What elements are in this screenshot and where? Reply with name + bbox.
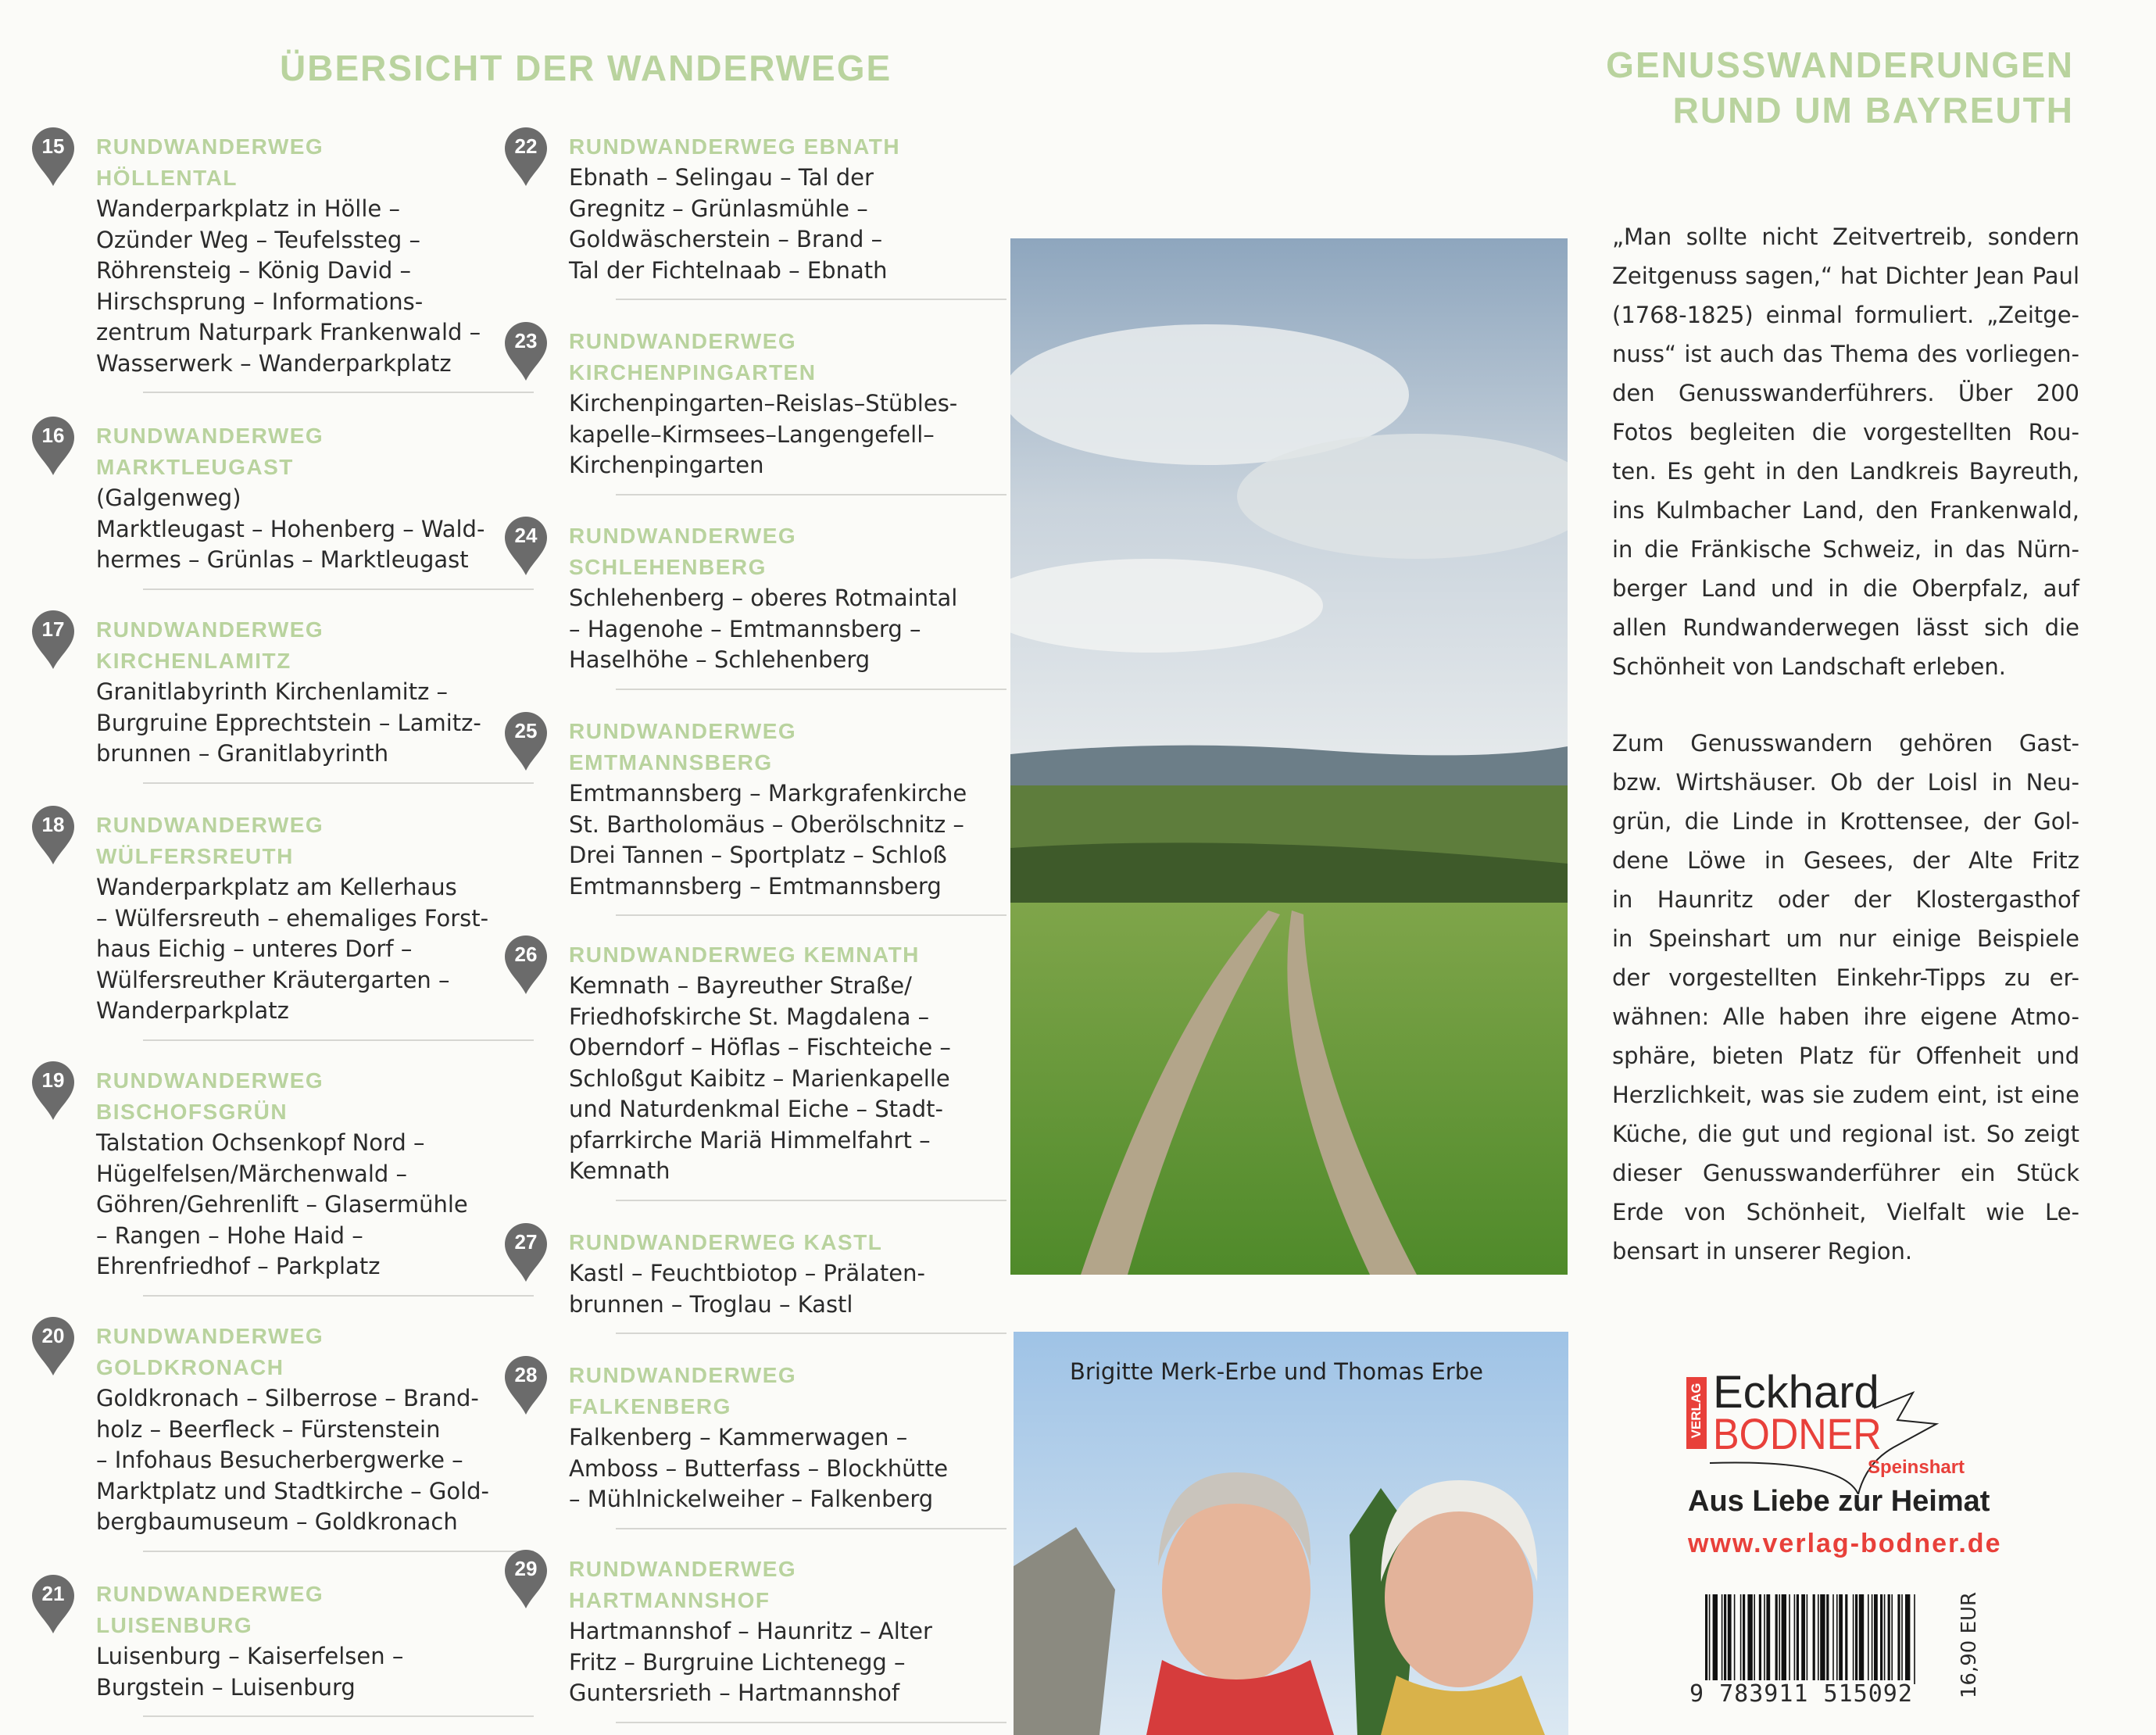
route-stops-line: bergbaumuseum – Goldkronach: [96, 1508, 458, 1535]
route-stops-line: Wanderparkplatz in Hölle –: [96, 195, 400, 222]
route-stops-line: Guntersrieth – Hartmannshof: [569, 1680, 900, 1706]
route-entry-28: [514, 1360, 1006, 1529]
route-number: 28: [514, 1363, 538, 1386]
route-stops-line: – Hagenohe – Emtmannsberg –: [569, 615, 921, 642]
route-stops-line: Wülfersreuther Kräutergarten –: [96, 966, 450, 993]
route-stops-line: Ehrenfriedhof – Parkplatz: [96, 1253, 381, 1279]
barcode-bar: [1722, 1594, 1723, 1684]
barcode-bar: [1880, 1594, 1882, 1684]
book-title-line-2: RUND UM BAYREUTH: [1672, 90, 2074, 131]
paragraph-line: allen Rundwanderwegen lässt sich die: [1612, 614, 2079, 641]
route-stops-line: Kemnath – Bayreuther Straße/: [569, 972, 912, 999]
route-number: 19: [41, 1068, 65, 1092]
route-entry-27: [514, 1227, 1006, 1334]
barcode-bar: [1759, 1594, 1761, 1684]
route-title: EMTMANNSBERG: [569, 750, 773, 774]
barcode-bar: [1826, 1594, 1829, 1684]
paragraph-line: grün, die Linde in Krottensee, der Gol-: [1612, 808, 2079, 835]
route-stops-line: Oberndorf – Höflas – Fischteiche –: [569, 1034, 951, 1061]
route-stops-line: (Galgenweg): [96, 485, 241, 511]
verlag-label: VERLAG: [1689, 1383, 1704, 1439]
map-pin-icon: [503, 1549, 549, 1610]
paragraph-line: in Speinshart um nur einige Beispiele: [1612, 925, 2079, 952]
route-title: RUNDWANDERWEG: [96, 424, 324, 448]
route-number: 17: [41, 617, 65, 641]
paragraph-line: den Genusswanderführers. Über 200: [1612, 380, 2079, 406]
route-stops-line: Emtmannsberg – Emtmannsberg: [569, 872, 942, 900]
paragraph-line: Fotos begleiten die vorgestellten Rou-: [1612, 419, 2079, 445]
paragraph-line: Zum Genusswandern gehören Gast-: [1612, 730, 2079, 757]
route-title: RUNDWANDERWEG KASTL: [569, 1230, 883, 1254]
route-stops-line: Röhrensteig – König David –: [96, 257, 412, 284]
barcode-bar: [1728, 1594, 1732, 1684]
paragraph-line: Schönheit von Landschaft erleben.: [1612, 653, 2006, 680]
route-stops-line: Göhren/Gehrenlift – Glasermühle: [96, 1191, 468, 1218]
barcode-bar: [1905, 1594, 1910, 1684]
route-entry-25: [514, 716, 1006, 916]
route-entry-19: [41, 1065, 534, 1297]
divider: [143, 392, 534, 393]
route-number: 29: [514, 1557, 538, 1580]
publisher-place: Speinshart: [1868, 1457, 1965, 1478]
route-title: RUNDWANDERWEG KEMNATH: [569, 943, 920, 967]
paragraph-line: nuss“ ist auch das Thema des vorliegen-: [1612, 341, 2079, 367]
barcode-bar: [1901, 1594, 1903, 1684]
divider: [143, 1295, 534, 1297]
route-stops-line: Kemnath: [569, 1157, 670, 1184]
paragraph-line: Zeitgenuss sagen,“ hat Dichter Jean Paul: [1612, 263, 2079, 289]
route-stops-line: Emtmannsberg – Markgrafenkirche: [569, 780, 967, 807]
route-title: RUNDWANDERWEG: [96, 1324, 324, 1348]
paragraph-line: „Man sollte nicht Zeitvertreib, sondern: [1612, 224, 2079, 250]
route-title: RUNDWANDERWEG: [569, 1363, 797, 1387]
publisher-name-eckhard: Eckhard: [1713, 1367, 1879, 1418]
map-pin-icon: [30, 127, 76, 188]
overview-title: ÜBERSICHT DER WANDERWEGE: [280, 48, 892, 88]
map-pin-icon: [503, 321, 549, 382]
barcode-bar: [1818, 1594, 1819, 1684]
route-stops-line: Wasserwerk – Wanderparkplatz: [96, 349, 452, 377]
barcode-bar: [1734, 1594, 1736, 1684]
route-entry-16: [41, 420, 534, 590]
isbn-barcode: [1688, 1591, 1982, 1712]
route-title: RUNDWANDERWEG: [96, 813, 324, 837]
route-stops-line: Kastl – Feuchtbiotop – Prälaten-: [569, 1260, 925, 1286]
route-title: RUNDWANDERWEG: [569, 719, 797, 743]
route-stops-line: Granitlabyrinth Kirchenlamitz –: [96, 678, 449, 705]
verlag-badge: [1686, 1377, 1707, 1449]
divider: [616, 689, 1006, 690]
paragraph-line: dieser Genusswanderführer ein Stück: [1612, 1160, 2079, 1186]
divider: [143, 1551, 534, 1552]
barcode-bar: [1709, 1594, 1711, 1684]
paragraph-line: ins Kulmbacher Land, den Frankenwald,: [1612, 497, 2079, 524]
route-entry-22: [514, 131, 1006, 300]
route-stops-line: – Mühlnickelweiher – Falkenberg: [569, 1486, 934, 1512]
barcode-bar: [1743, 1594, 1745, 1684]
barcode-bar: [1807, 1594, 1808, 1684]
landscape-photo: [1010, 238, 1568, 1275]
route-title: RUNDWANDERWEG: [96, 617, 324, 642]
barcode-bar: [1914, 1594, 1915, 1684]
barcode-bar: [1884, 1594, 1886, 1684]
route-number: 24: [514, 524, 538, 547]
route-entry-23: [514, 326, 1006, 495]
map-pin-icon: [503, 711, 549, 772]
paragraph-line: bensart in unserer Region.: [1612, 1238, 1913, 1265]
map-pin-icon: [30, 805, 76, 866]
route-stops-line: Drei Tannen – Sportplatz – Schloß: [569, 842, 947, 868]
divider: [616, 1200, 1006, 1201]
paragraph-line: in die Fränkische Schweiz, in das Nürn-: [1612, 536, 2079, 563]
map-pin-icon: [503, 1222, 549, 1283]
route-stops-line: zentrum Naturpark Frankenwald –: [96, 319, 481, 345]
route-number: 22: [514, 134, 538, 158]
route-title: GOLDKRONACH: [96, 1355, 284, 1379]
route-title: HÖLLENTAL: [96, 166, 238, 190]
route-title: FALKENBERG: [569, 1394, 731, 1418]
paragraph-line: sphäre, bieten Platz für Offenheit und: [1612, 1043, 2079, 1069]
route-stops-line: und Naturdenkmal Eiche – Stadt-: [569, 1096, 944, 1122]
route-stops-line: Wanderparkplatz am Kellerhaus: [96, 874, 457, 900]
route-stops-line: Wanderparkplatz: [96, 997, 289, 1024]
route-number: 21: [41, 1582, 65, 1605]
route-stops-line: Burgruine Epprechtstein – Lamitz-: [96, 709, 481, 736]
barcode-bar: [1740, 1594, 1742, 1684]
paragraph-line: wähnen: Alle haben ihre eigene Atmo-: [1612, 1003, 2079, 1030]
barcode-bar: [1775, 1594, 1778, 1684]
barcode-bar: [1859, 1594, 1864, 1684]
route-stops-line: brunnen – Troglau – Kastl: [569, 1290, 853, 1318]
route-stops-line: – Infohaus Besucherbergwerke –: [96, 1447, 463, 1473]
barcode-bar: [1836, 1594, 1838, 1684]
route-stops-line: pfarrkirche Mariä Himmelfahrt –: [569, 1126, 931, 1154]
route-entry-24: [514, 520, 1006, 690]
route-stops-line: Talstation Ochsenkopf Nord –: [96, 1129, 425, 1156]
route-entry-18: [41, 810, 534, 1041]
route-stops-line: Schlehenberg – oberes Rotmaintal: [569, 585, 958, 611]
authors-caption: Brigitte Merk-Erbe und Thomas Erbe: [1070, 1358, 1483, 1385]
route-stops-line: Burgstein – Luisenburg: [96, 1673, 356, 1701]
route-number: 15: [41, 134, 65, 158]
route-stops-line: Gregnitz – Grünlasmühle –: [569, 195, 868, 222]
route-title: RUNDWANDERWEG: [569, 329, 797, 353]
divider: [143, 1715, 534, 1717]
paragraph-line: Küche, die gut und regional ist. So zeigt: [1612, 1121, 2079, 1147]
route-entry-29: [514, 1554, 1006, 1723]
route-stops-line: Hartmannshof – Haunritz – Alter: [569, 1618, 932, 1644]
barcode-bar: [1705, 1594, 1707, 1684]
barcode-bar: [1891, 1594, 1893, 1684]
route-stops-line: Haselhöhe – Schlehenberg: [569, 646, 871, 673]
barcode-bar: [1713, 1594, 1718, 1684]
route-stops-line: Hügelfelsen/Märchenwald –: [96, 1160, 407, 1187]
map-pin-icon: [30, 1316, 76, 1377]
barcode-bar: [1853, 1594, 1854, 1684]
book-title-line-1: GENUSSWANDERUNGEN: [1606, 45, 2074, 85]
route-stops-line: Marktleugast – Hohenberg – Wald-: [96, 515, 485, 542]
barcode-bar: [1754, 1594, 1755, 1684]
map-pin-icon: [503, 516, 549, 577]
price-label: 16,90 EUR: [1958, 1591, 1982, 1699]
route-stops-line: Marktplatz und Stadtkirche – Gold-: [96, 1477, 490, 1504]
paragraph-line: Erde von Schönheit, Vielfalt wie Le-: [1612, 1199, 2079, 1225]
paragraph-line: (1768-1825) einmal formuliert. „Zeitge-: [1612, 302, 2079, 328]
barcode-bar: [1855, 1594, 1857, 1684]
barcode-bar: [1832, 1594, 1834, 1684]
route-entry-26: [514, 939, 1006, 1201]
route-number: 23: [514, 329, 538, 352]
route-stops-line: Amboss – Butterfass – Blockhütte: [569, 1454, 949, 1482]
map-pin-icon: [30, 1574, 76, 1635]
divider: [616, 914, 1006, 916]
route-stops-line: Ozünder Weg – Teufelssteg –: [96, 226, 421, 253]
route-number: 18: [41, 813, 65, 836]
route-title: RUNDWANDERWEG: [96, 134, 324, 159]
paragraph-line: Herzlichkeit, was sie zudem eint, ist eine: [1612, 1082, 2079, 1108]
paragraph-line: bzw. Wirtshäuser. Ob der Loisl in Neu-: [1612, 769, 2079, 796]
intro-paragraph-1: [1612, 217, 2079, 686]
barcode-bar: [1839, 1594, 1843, 1684]
publisher-name-bodner: BODNER: [1713, 1409, 1882, 1458]
route-title: RUNDWANDERWEG: [569, 524, 797, 548]
map-pin-icon: [30, 416, 76, 477]
route-title: RUNDWANDERWEG EBNATH: [569, 134, 901, 159]
route-stops-line: holz – Beerfleck – Fürstenstein: [96, 1415, 441, 1443]
publisher-website-link[interactable]: www.verlag-bodner.de: [1688, 1529, 2002, 1558]
divider: [616, 1722, 1006, 1723]
barcode-bar: [1747, 1594, 1752, 1684]
divider: [616, 1528, 1006, 1529]
route-title: KIRCHENPINGARTEN: [569, 360, 817, 385]
barcode-bar: [1845, 1594, 1847, 1684]
intro-paragraph-2: [1612, 724, 2079, 1271]
route-stops-line: Goldwäscherstein – Brand –: [569, 226, 883, 252]
paragraph-line: der vorgestellten Einkehr-Tipps zu er-: [1612, 964, 2079, 991]
map-pin-icon: [503, 1355, 549, 1416]
paragraph-line: berger Land und in die Oberpfalz, auf: [1612, 575, 2079, 602]
route-title: SCHLEHENBERG: [569, 555, 767, 579]
route-title: HARTMANNSHOF: [569, 1588, 771, 1612]
divider: [143, 588, 534, 590]
barcode-bar: [1868, 1594, 1869, 1684]
divider: [616, 299, 1006, 300]
route-stops-line: Tal der Fichtelnaab – Ebnath: [569, 256, 888, 284]
route-title: RUNDWANDERWEG: [569, 1557, 797, 1581]
barcode-bar: [1779, 1594, 1780, 1684]
divider: [143, 782, 534, 784]
route-stops-line: brunnen – Granitlabyrinth: [96, 740, 389, 767]
route-stops-line: Kirchenpingarten–Reislas–Stübles-: [569, 390, 958, 417]
map-pin-icon: [30, 1061, 76, 1121]
route-number: 20: [41, 1324, 65, 1347]
route-entry-21: [41, 1579, 534, 1717]
barcode-bar: [1789, 1594, 1790, 1684]
publisher-slogan: Aus Liebe zur Heimat: [1688, 1485, 1990, 1518]
paragraph-line: in Haunritz oder der Klostergasthof: [1612, 886, 2079, 913]
route-title: KIRCHENLAMITZ: [96, 649, 291, 673]
route-stops-line: haus Eichig – unteres Dorf –: [96, 935, 413, 962]
barcode-bar: [1797, 1594, 1799, 1684]
route-stops-line: Ebnath – Selingau – Tal der: [569, 164, 874, 191]
barcode-bar: [1794, 1594, 1796, 1684]
paragraph-line: ten. Es geht in den Landkreis Bayreuth,: [1612, 458, 2079, 485]
route-entry-17: [41, 614, 534, 784]
map-pin-icon: [503, 127, 549, 188]
route-stops-line: kapelle–Kirmsees–Langengefell–: [569, 420, 935, 448]
paragraph-line: dene Löwe in Gesees, der Alte Fritz: [1612, 847, 2079, 874]
route-stops-line: Luisenburg – Kaiserfelsen –: [96, 1643, 404, 1669]
route-stops-line: hermes – Grünlas – Marktleugast: [96, 546, 469, 573]
route-entry-15: [41, 131, 534, 393]
route-title: MARKTLEUGAST: [96, 455, 294, 479]
route-title: RUNDWANDERWEG: [96, 1582, 324, 1606]
route-title: WÜLFERSREUTH: [96, 844, 294, 868]
route-title: LUISENBURG: [96, 1613, 253, 1637]
barcode-bar: [1764, 1594, 1765, 1684]
route-title: BISCHOFSGRÜN: [96, 1100, 288, 1124]
route-stops-line: Kirchenpingarten: [569, 452, 764, 478]
barcode-bar: [1801, 1594, 1805, 1684]
barcode-digits: 9 783911 515092: [1689, 1680, 1913, 1708]
authors-photo: [1014, 1332, 1568, 1735]
barcode-bar: [1813, 1594, 1815, 1684]
route-stops-line: Fritz – Burgruine Lichtenegg –: [569, 1648, 906, 1676]
route-stops-line: Friedhofskirche St. Magdalena –: [569, 1003, 930, 1030]
route-stops-line: Goldkronach – Silberrose – Brand-: [96, 1385, 479, 1411]
route-stops-line: Schloßgut Kaibitz – Marienkapelle: [569, 1064, 950, 1092]
route-stops-line: Hirschsprung – Informations-: [96, 288, 424, 315]
route-number: 25: [514, 719, 538, 742]
route-stops-line: – Wülfersreuth – ehemaliges Forst-: [96, 904, 489, 932]
barcode-bar: [1872, 1594, 1873, 1684]
route-title: RUNDWANDERWEG: [96, 1068, 324, 1093]
route-stops-line: Falkenberg – Kammerwagen –: [569, 1424, 908, 1451]
route-number: 16: [41, 424, 65, 447]
barcode-bar: [1782, 1594, 1786, 1684]
map-pin-icon: [503, 935, 549, 996]
map-pin-icon: [30, 610, 76, 671]
route-number: 27: [514, 1230, 538, 1254]
route-stops-line: St. Bartholomäus – Oberölschnitz –: [569, 810, 964, 838]
route-stops-line: – Rangen – Hohe Haid –: [96, 1222, 363, 1249]
divider: [143, 1039, 534, 1041]
divider: [616, 494, 1006, 495]
barcode-bar: [1897, 1594, 1900, 1684]
barcode-bar: [1820, 1594, 1825, 1684]
barcode-bar: [1724, 1594, 1726, 1684]
divider: [616, 1333, 1006, 1334]
barcode-bar: [1888, 1594, 1890, 1684]
barcode-bar: [1766, 1594, 1770, 1684]
route-entry-20: [41, 1321, 534, 1552]
barcode-bar: [1874, 1594, 1878, 1684]
route-number: 26: [514, 943, 538, 966]
